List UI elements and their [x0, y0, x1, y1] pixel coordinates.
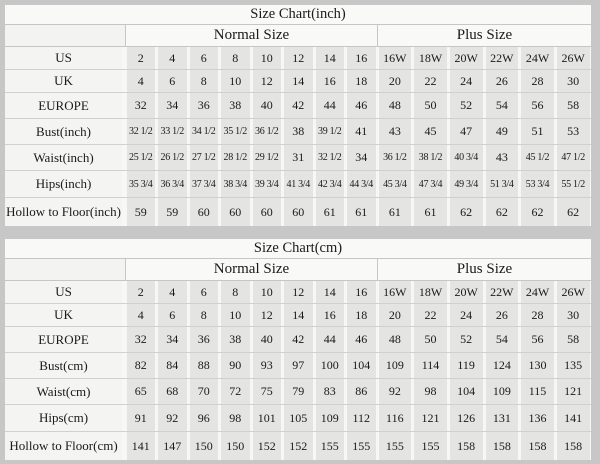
value-cell: 18	[347, 70, 376, 92]
value-cell: 114	[414, 353, 447, 378]
value-cell: 155	[414, 432, 447, 460]
value-cell: 155	[347, 432, 376, 460]
table-row	[5, 303, 591, 326]
value-cell: 31	[284, 145, 313, 170]
value-cell: 24	[450, 70, 483, 92]
value-cell: 109	[486, 379, 519, 404]
value-cell: 12	[284, 281, 313, 303]
value-cell: 16	[316, 70, 345, 92]
row-label: Bust(cm)	[5, 353, 122, 378]
value-cell: 41 3/4	[284, 171, 313, 197]
value-cell: 136	[521, 405, 554, 431]
value-cell: 92	[158, 405, 187, 431]
value-cell: 97	[284, 353, 313, 378]
value-cell: 38 3/4	[221, 171, 250, 197]
value-cell: 42 3/4	[316, 171, 345, 197]
value-cell: 59	[127, 198, 156, 226]
value-cell: 53 3/4	[521, 171, 554, 197]
table-row	[5, 69, 591, 92]
value-cell: 22W	[486, 281, 519, 303]
value-cell: 28 1/2	[221, 145, 250, 170]
value-cell: 35 1/2	[221, 119, 250, 144]
value-cell: 72	[221, 379, 250, 404]
value-cell: 32 1/2	[127, 119, 156, 144]
normal-size-group-header: Normal Size	[125, 25, 377, 46]
value-cell: 62	[486, 198, 519, 226]
value-cell: 12	[253, 304, 282, 326]
value-cell: 24W	[521, 47, 554, 69]
value-cell: 158	[557, 432, 590, 460]
value-cell: 104	[450, 379, 483, 404]
value-cell: 44 3/4	[347, 171, 376, 197]
value-cell: 37 3/4	[190, 171, 219, 197]
table-row	[5, 170, 591, 197]
value-cell: 6	[158, 304, 187, 326]
table-title: Size Chart(inch)	[5, 5, 591, 25]
row-label: Hips(inch)	[5, 171, 122, 197]
value-cell: 18W	[414, 281, 447, 303]
value-cell: 46	[347, 93, 376, 118]
value-cell: 4	[158, 47, 187, 69]
value-cell: 40	[253, 327, 282, 352]
value-cell: 55 1/2	[557, 171, 590, 197]
table-row	[5, 378, 591, 404]
value-cell: 90	[221, 353, 250, 378]
value-cell: 43	[379, 119, 412, 144]
value-cell: 27 1/2	[190, 145, 219, 170]
value-cell: 86	[347, 379, 376, 404]
value-cell: 14	[316, 281, 345, 303]
value-cell: 92	[379, 379, 412, 404]
value-cell: 16	[316, 304, 345, 326]
value-cell: 32	[127, 327, 156, 352]
value-cell: 14	[284, 70, 313, 92]
value-cell: 8	[190, 70, 219, 92]
value-cell: 98	[414, 379, 447, 404]
value-cell: 38	[221, 93, 250, 118]
value-cell: 141	[557, 405, 590, 431]
value-cell: 8	[221, 47, 250, 69]
value-cell: 48	[379, 93, 412, 118]
value-cell: 51 3/4	[486, 171, 519, 197]
value-cell: 45 1/2	[521, 145, 554, 170]
table-row	[5, 46, 591, 69]
row-label: Hollow to Floor(inch)	[5, 198, 122, 226]
value-cell: 46	[347, 327, 376, 352]
value-cell: 25 1/2	[127, 145, 156, 170]
value-cell: 2	[127, 281, 156, 303]
value-cell: 104	[347, 353, 376, 378]
value-cell: 45 3/4	[379, 171, 412, 197]
value-cell: 121	[557, 379, 590, 404]
value-cell: 16W	[379, 47, 412, 69]
value-cell: 131	[486, 405, 519, 431]
value-cell: 116	[379, 405, 412, 431]
value-cell: 50	[414, 327, 447, 352]
value-cell: 54	[486, 93, 519, 118]
value-cell: 28	[521, 304, 554, 326]
value-cell: 39 1/2	[316, 119, 345, 144]
value-cell: 49 3/4	[450, 171, 483, 197]
value-cell: 68	[158, 379, 187, 404]
value-cell: 158	[450, 432, 483, 460]
value-cell: 84	[158, 353, 187, 378]
value-cell: 36	[190, 327, 219, 352]
value-cell: 36 1/2	[379, 145, 412, 170]
value-cell: 100	[316, 353, 345, 378]
value-cell: 44	[316, 327, 345, 352]
value-cell: 12	[253, 70, 282, 92]
value-cell: 2	[127, 47, 156, 69]
size-chart-inch	[5, 5, 591, 226]
value-cell: 32 1/2	[316, 145, 345, 170]
value-cell: 16	[347, 47, 376, 69]
value-cell: 42	[284, 327, 313, 352]
value-cell: 130	[521, 353, 554, 378]
plus-size-group-header: Plus Size	[377, 259, 591, 280]
value-cell: 20	[379, 304, 412, 326]
value-cell: 30	[557, 304, 590, 326]
value-cell: 26	[486, 304, 519, 326]
value-cell: 98	[221, 405, 250, 431]
value-cell: 34	[158, 327, 187, 352]
rows-container	[5, 46, 591, 226]
value-cell: 50	[414, 93, 447, 118]
value-cell: 4	[127, 70, 156, 92]
value-cell: 155	[379, 432, 412, 460]
row-label: UK	[5, 70, 122, 92]
value-cell: 75	[253, 379, 282, 404]
value-cell: 82	[127, 353, 156, 378]
row-label: Waist(inch)	[5, 145, 122, 170]
row-label: US	[5, 47, 122, 69]
row-label: US	[5, 281, 122, 303]
value-cell: 34 1/2	[190, 119, 219, 144]
value-cell: 26W	[557, 47, 590, 69]
value-cell: 62	[450, 198, 483, 226]
value-cell: 24W	[521, 281, 554, 303]
row-label: EUROPE	[5, 93, 122, 118]
value-cell: 22	[414, 304, 447, 326]
value-cell: 10	[253, 47, 282, 69]
size-chart-cm	[5, 239, 591, 460]
row-label: EUROPE	[5, 327, 122, 352]
value-cell: 54	[486, 327, 519, 352]
value-cell: 6	[190, 281, 219, 303]
value-cell: 40 3/4	[450, 145, 483, 170]
value-cell: 150	[221, 432, 250, 460]
value-cell: 62	[521, 198, 554, 226]
value-cell: 45	[414, 119, 447, 144]
value-cell: 4	[158, 281, 187, 303]
value-cell: 34	[347, 145, 376, 170]
value-cell: 52	[450, 93, 483, 118]
value-cell: 18W	[414, 47, 447, 69]
value-cell: 152	[253, 432, 282, 460]
value-cell: 49	[486, 119, 519, 144]
value-cell: 59	[158, 198, 187, 226]
row-label: Waist(cm)	[5, 379, 122, 404]
value-cell: 158	[486, 432, 519, 460]
value-cell: 26 1/2	[158, 145, 187, 170]
normal-size-group-header: Normal Size	[125, 259, 377, 280]
value-cell: 158	[521, 432, 554, 460]
value-cell: 53	[557, 119, 590, 144]
value-cell: 56	[521, 327, 554, 352]
value-cell: 155	[316, 432, 345, 460]
value-cell: 58	[557, 327, 590, 352]
value-cell: 62	[557, 198, 590, 226]
value-cell: 36	[190, 93, 219, 118]
value-cell: 112	[347, 405, 376, 431]
value-cell: 39 3/4	[253, 171, 282, 197]
value-cell: 88	[190, 353, 219, 378]
table-row	[5, 431, 591, 460]
value-cell: 121	[414, 405, 447, 431]
value-cell: 32	[127, 93, 156, 118]
table-row	[5, 197, 591, 226]
value-cell: 47 3/4	[414, 171, 447, 197]
value-cell: 42	[284, 93, 313, 118]
value-cell: 38	[284, 119, 313, 144]
value-cell: 14	[284, 304, 313, 326]
value-cell: 96	[190, 405, 219, 431]
value-cell: 60	[253, 198, 282, 226]
value-cell: 16	[347, 281, 376, 303]
value-cell: 4	[127, 304, 156, 326]
value-cell: 101	[253, 405, 282, 431]
value-cell: 91	[127, 405, 156, 431]
value-cell: 105	[284, 405, 313, 431]
value-cell: 14	[316, 47, 345, 69]
value-cell: 60	[284, 198, 313, 226]
header-spacer	[5, 259, 125, 280]
value-cell: 29 1/2	[253, 145, 282, 170]
value-cell: 58	[557, 93, 590, 118]
value-cell: 18	[347, 304, 376, 326]
table-title: Size Chart(cm)	[5, 239, 591, 259]
value-cell: 93	[253, 353, 282, 378]
size-group-header-row	[5, 259, 591, 280]
value-cell: 61	[414, 198, 447, 226]
value-cell: 141	[127, 432, 156, 460]
value-cell: 36 3/4	[158, 171, 187, 197]
value-cell: 12	[284, 47, 313, 69]
value-cell: 56	[521, 93, 554, 118]
value-cell: 147	[158, 432, 187, 460]
value-cell: 22	[414, 70, 447, 92]
size-group-header-row	[5, 25, 591, 46]
value-cell: 61	[316, 198, 345, 226]
value-cell: 28	[521, 70, 554, 92]
value-cell: 38	[221, 327, 250, 352]
value-cell: 47 1/2	[557, 145, 590, 170]
row-label: Hollow to Floor(cm)	[5, 432, 122, 460]
value-cell: 6	[158, 70, 187, 92]
value-cell: 65	[127, 379, 156, 404]
value-cell: 30	[557, 70, 590, 92]
value-cell: 35 3/4	[127, 171, 156, 197]
value-cell: 52	[450, 327, 483, 352]
value-cell: 126	[450, 405, 483, 431]
value-cell: 152	[284, 432, 313, 460]
row-label: UK	[5, 304, 122, 326]
value-cell: 24	[450, 304, 483, 326]
table-row	[5, 280, 591, 303]
value-cell: 44	[316, 93, 345, 118]
value-cell: 60	[221, 198, 250, 226]
value-cell: 41	[347, 119, 376, 144]
table-row	[5, 352, 591, 378]
value-cell: 60	[190, 198, 219, 226]
value-cell: 119	[450, 353, 483, 378]
value-cell: 48	[379, 327, 412, 352]
value-cell: 51	[521, 119, 554, 144]
value-cell: 8	[221, 281, 250, 303]
value-cell: 61	[347, 198, 376, 226]
value-cell: 109	[379, 353, 412, 378]
value-cell: 47	[450, 119, 483, 144]
value-cell: 16W	[379, 281, 412, 303]
table-row	[5, 404, 591, 431]
value-cell: 6	[190, 47, 219, 69]
value-cell: 83	[316, 379, 345, 404]
value-cell: 150	[190, 432, 219, 460]
value-cell: 124	[486, 353, 519, 378]
value-cell: 20W	[450, 47, 483, 69]
value-cell: 10	[221, 304, 250, 326]
value-cell: 22W	[486, 47, 519, 69]
value-cell: 70	[190, 379, 219, 404]
value-cell: 20W	[450, 281, 483, 303]
value-cell: 109	[316, 405, 345, 431]
value-cell: 135	[557, 353, 590, 378]
value-cell: 10	[253, 281, 282, 303]
rows-container	[5, 280, 591, 460]
value-cell: 43	[486, 145, 519, 170]
value-cell: 115	[521, 379, 554, 404]
value-cell: 34	[158, 93, 187, 118]
value-cell: 26W	[557, 281, 590, 303]
value-cell: 79	[284, 379, 313, 404]
value-cell: 26	[486, 70, 519, 92]
row-label: Bust(inch)	[5, 119, 122, 144]
value-cell: 20	[379, 70, 412, 92]
header-spacer	[5, 25, 125, 46]
table-row	[5, 326, 591, 352]
row-label: Hips(cm)	[5, 405, 122, 431]
value-cell: 38 1/2	[414, 145, 447, 170]
table-row	[5, 92, 591, 118]
table-row	[5, 118, 591, 144]
plus-size-group-header: Plus Size	[377, 25, 591, 46]
table-row	[5, 144, 591, 170]
value-cell: 40	[253, 93, 282, 118]
value-cell: 33 1/2	[158, 119, 187, 144]
value-cell: 61	[379, 198, 412, 226]
value-cell: 36 1/2	[253, 119, 282, 144]
value-cell: 10	[221, 70, 250, 92]
value-cell: 8	[190, 304, 219, 326]
